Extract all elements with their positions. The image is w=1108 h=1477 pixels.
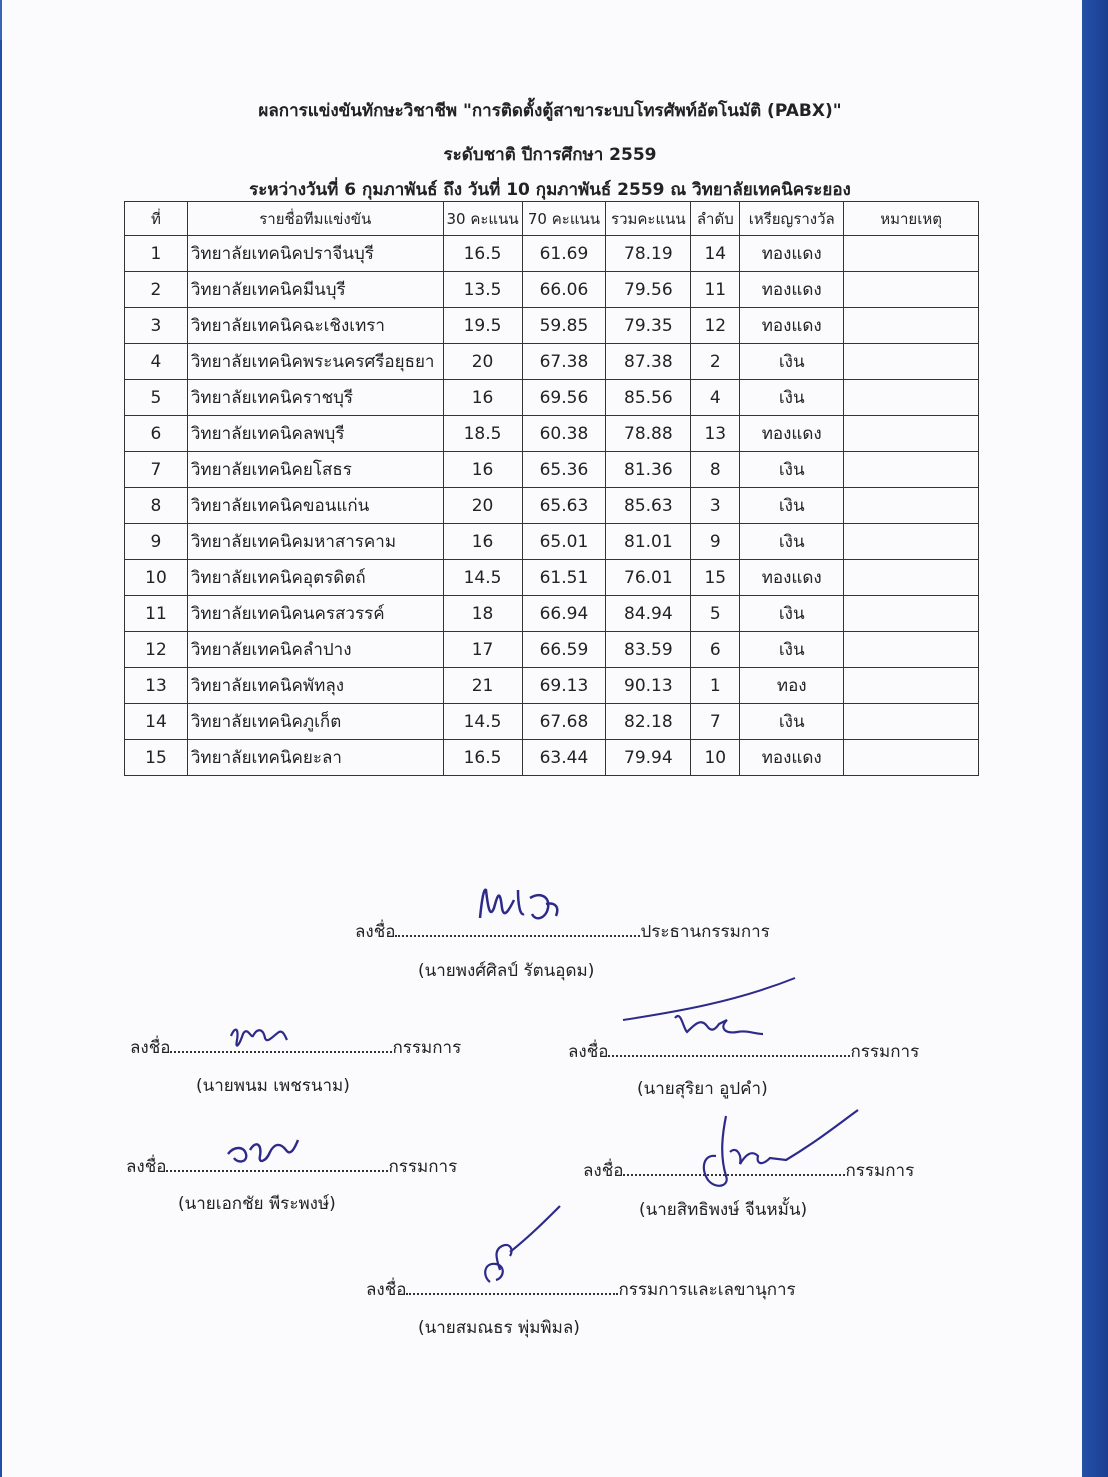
cell-medal: ทองแดง <box>740 740 844 776</box>
table-row <box>125 416 979 452</box>
signatory-name-secretary: (นายสมณธร พุ่มพิมล) <box>418 1318 580 1338</box>
cell-remark <box>844 272 979 308</box>
cell-medal: เงิน <box>740 380 844 416</box>
cell-no: 6 <box>125 416 188 452</box>
cell-medal: เงิน <box>740 344 844 380</box>
cell-team: วิทยาลัยเทคนิคนครสวรรค์ <box>187 596 443 632</box>
signature-line-secretary <box>366 1276 796 1303</box>
cell-remark <box>844 560 979 596</box>
cell-team: วิทยาลัยเทคนิคฉะเชิงเทรา <box>187 308 443 344</box>
cell-remark <box>844 236 979 272</box>
cell-total: 83.59 <box>606 632 691 668</box>
cell-no: 10 <box>125 560 188 596</box>
cell-rank: 10 <box>691 740 740 776</box>
cell-score30: 13.5 <box>443 272 522 308</box>
cell-medal: ทองแดง <box>740 272 844 308</box>
cell-score30: 16.5 <box>443 236 522 272</box>
cell-medal: เงิน <box>740 524 844 560</box>
cell-score30: 16 <box>443 452 522 488</box>
document-title: ผลการแข่งขันทักษะวิชาชีพ "การติดตั้งตู้สาขาระบบโทรศัพท์อัตโนมัติ (PABX)" <box>258 101 842 121</box>
cell-score70: 60.38 <box>522 416 606 452</box>
handwritten-signature-member1 <box>225 1018 295 1058</box>
cell-team: วิทยาลัยเทคนิคปราจีนบุรี <box>187 236 443 272</box>
cell-rank: 7 <box>691 704 740 740</box>
cell-remark <box>844 380 979 416</box>
table-row <box>125 704 979 740</box>
cell-total: 81.01 <box>606 524 691 560</box>
table-row <box>125 632 979 668</box>
column-header-total: รวมคะแนน <box>606 202 691 236</box>
cell-medal: เงิน <box>740 488 844 524</box>
column-header-no: ที่ <box>125 202 188 236</box>
signatory-name-member4: (นายสิทธิพงษ์ จีนหมั้น) <box>639 1200 808 1220</box>
signature-label: ลงชื่อ <box>366 1280 407 1300</box>
cell-score70: 66.59 <box>522 632 606 668</box>
cell-medal: เงิน <box>740 596 844 632</box>
cell-score70: 67.38 <box>522 344 606 380</box>
cell-medal: ทอง <box>740 668 844 704</box>
cell-score30: 18 <box>443 596 522 632</box>
cell-score30: 14.5 <box>443 704 522 740</box>
cell-medal: ทองแดง <box>740 416 844 452</box>
cell-team: วิทยาลัยเทคนิคพระนครศรีอยุธยา <box>187 344 443 380</box>
column-header-score30: 30 คะแนน <box>443 202 522 236</box>
cell-total: 81.36 <box>606 452 691 488</box>
cell-total: 78.19 <box>606 236 691 272</box>
table-row <box>125 596 979 632</box>
column-header-score70: 70 คะแนน <box>522 202 606 236</box>
signature-label: ลงชื่อ <box>568 1042 609 1062</box>
cell-remark <box>844 452 979 488</box>
cell-remark <box>844 416 979 452</box>
cell-score70: 66.06 <box>522 272 606 308</box>
signature-label: ลงชื่อ <box>130 1038 171 1058</box>
cell-total: 79.94 <box>606 740 691 776</box>
signatory-name-member2: (นายสุริยา อูปคำ) <box>637 1079 768 1099</box>
cell-medal: ทองแดง <box>740 308 844 344</box>
cell-rank: 15 <box>691 560 740 596</box>
handwritten-signature-chair <box>470 878 580 938</box>
cell-rank: 4 <box>691 380 740 416</box>
column-header-remark: หมายเหตุ <box>844 202 979 236</box>
signature-role: ประธานกรรมการ <box>640 922 770 942</box>
cell-medal: เงิน <box>740 632 844 668</box>
cell-total: 87.38 <box>606 344 691 380</box>
table-row <box>125 668 979 704</box>
table-row <box>125 524 979 560</box>
cell-no: 8 <box>125 488 188 524</box>
signatory-name-member1: (นายพนม เพชรนาม) <box>196 1076 350 1096</box>
cell-score30: 16 <box>443 380 522 416</box>
signature-role: กรรมการ <box>845 1161 915 1181</box>
cell-total: 84.94 <box>606 596 691 632</box>
handwritten-signature-member2 <box>615 972 805 1052</box>
cell-remark <box>844 668 979 704</box>
cell-team: วิทยาลัยเทคนิคขอนแก่น <box>187 488 443 524</box>
cell-team: วิทยาลัยเทคนิคลพบุรี <box>187 416 443 452</box>
column-header-medal: เหรียญรางวัล <box>740 202 844 236</box>
cell-score70: 63.44 <box>522 740 606 776</box>
cell-score70: 67.68 <box>522 704 606 740</box>
cell-no: 13 <box>125 668 188 704</box>
handwritten-signature-member3 <box>220 1132 310 1172</box>
table-row <box>125 272 979 308</box>
cell-remark <box>844 488 979 524</box>
cell-score70: 65.01 <box>522 524 606 560</box>
signatory-name-member3: (นายเอกชัย พีระพงษ์) <box>178 1194 336 1214</box>
cell-no: 11 <box>125 596 188 632</box>
cell-total: 76.01 <box>606 560 691 596</box>
cell-no: 12 <box>125 632 188 668</box>
cell-score30: 16 <box>443 524 522 560</box>
handwritten-signature-secretary <box>470 1200 570 1292</box>
cell-score30: 20 <box>443 344 522 380</box>
cell-total: 79.56 <box>606 272 691 308</box>
table-row <box>125 740 979 776</box>
cell-no: 3 <box>125 308 188 344</box>
cell-team: วิทยาลัยเทคนิคพัทลุง <box>187 668 443 704</box>
table-row <box>125 344 979 380</box>
cell-total: 85.63 <box>606 488 691 524</box>
cell-medal: เงิน <box>740 704 844 740</box>
cell-score70: 69.13 <box>522 668 606 704</box>
cell-rank: 1 <box>691 668 740 704</box>
cell-score70: 61.51 <box>522 560 606 596</box>
cell-medal: ทองแดง <box>740 560 844 596</box>
table-row <box>125 560 979 596</box>
results-table <box>124 201 979 776</box>
cell-score30: 20 <box>443 488 522 524</box>
cell-no: 9 <box>125 524 188 560</box>
cell-score30: 17 <box>443 632 522 668</box>
background-edge <box>1082 0 1108 1477</box>
signature-role: กรรมการ <box>392 1038 462 1058</box>
cell-score70: 66.94 <box>522 596 606 632</box>
document-subtitle: ระดับชาติ ปีการศึกษา 2559 <box>443 145 657 165</box>
table-row <box>125 308 979 344</box>
cell-team: วิทยาลัยเทคนิคภูเก็ต <box>187 704 443 740</box>
cell-rank: 14 <box>691 236 740 272</box>
cell-total: 85.56 <box>606 380 691 416</box>
cell-remark <box>844 596 979 632</box>
table-row <box>125 236 979 272</box>
cell-score70: 69.56 <box>522 380 606 416</box>
cell-team: วิทยาลัยเทคนิคยโสธร <box>187 452 443 488</box>
table-body <box>125 236 979 776</box>
cell-no: 4 <box>125 344 188 380</box>
cell-team: วิทยาลัยเทคนิคราชบุรี <box>187 380 443 416</box>
cell-no: 1 <box>125 236 188 272</box>
cell-total: 78.88 <box>606 416 691 452</box>
cell-rank: 5 <box>691 596 740 632</box>
signature-label: ลงชื่อ <box>355 922 396 942</box>
table-header-row <box>125 202 979 236</box>
cell-team: วิทยาลัยเทคนิคมหาสารคาม <box>187 524 443 560</box>
cell-score30: 14.5 <box>443 560 522 596</box>
cell-no: 15 <box>125 740 188 776</box>
cell-score30: 16.5 <box>443 740 522 776</box>
handwritten-signature-member4 <box>686 1106 866 1196</box>
cell-no: 14 <box>125 704 188 740</box>
cell-score30: 18.5 <box>443 416 522 452</box>
cell-remark <box>844 344 979 380</box>
signatory-name-chair: (นายพงศ์ศิลป์ รัตนอุดม) <box>418 961 595 981</box>
cell-rank: 12 <box>691 308 740 344</box>
cell-score70: 65.36 <box>522 452 606 488</box>
cell-team: วิทยาลัยเทคนิคลำปาง <box>187 632 443 668</box>
cell-total: 90.13 <box>606 668 691 704</box>
table-row <box>125 380 979 416</box>
cell-team: วิทยาลัยเทคนิคมีนบุรี <box>187 272 443 308</box>
signature-line-member1 <box>130 1034 461 1061</box>
cell-score70: 61.69 <box>522 236 606 272</box>
cell-rank: 6 <box>691 632 740 668</box>
signature-role: กรรมการ <box>850 1042 920 1062</box>
column-header-rank: ลำดับ <box>691 202 740 236</box>
cell-remark <box>844 308 979 344</box>
cell-score30: 19.5 <box>443 308 522 344</box>
column-header-team: รายชื่อทีมแข่งขัน <box>187 202 443 236</box>
signature-label: ลงชื่อ <box>126 1157 167 1177</box>
cell-remark <box>844 704 979 740</box>
cell-total: 79.35 <box>606 308 691 344</box>
cell-no: 7 <box>125 452 188 488</box>
cell-rank: 9 <box>691 524 740 560</box>
cell-rank: 8 <box>691 452 740 488</box>
table-row <box>125 488 979 524</box>
cell-no: 2 <box>125 272 188 308</box>
cell-total: 82.18 <box>606 704 691 740</box>
cell-rank: 3 <box>691 488 740 524</box>
cell-score70: 65.63 <box>522 488 606 524</box>
cell-rank: 11 <box>691 272 740 308</box>
cell-score70: 59.85 <box>522 308 606 344</box>
cell-no: 5 <box>125 380 188 416</box>
signature-role: กรรมการ <box>388 1157 458 1177</box>
cell-medal: ทองแดง <box>740 236 844 272</box>
table-row <box>125 452 979 488</box>
signature-role: กรรมการและเลขานุการ <box>618 1280 796 1300</box>
cell-remark <box>844 740 979 776</box>
cell-medal: เงิน <box>740 452 844 488</box>
cell-remark <box>844 632 979 668</box>
signature-label: ลงชื่อ <box>583 1161 624 1181</box>
cell-score30: 21 <box>443 668 522 704</box>
document-date-venue: ระหว่างวันที่ 6 กุมภาพันธ์ ถึง วันที่ 10 กุมภาพันธ์ 2559 ณ วิทยาลัยเทคนิคระยอง <box>249 180 851 200</box>
cell-rank: 13 <box>691 416 740 452</box>
cell-rank: 2 <box>691 344 740 380</box>
cell-team: วิทยาลัยเทคนิคอุตรดิตถ์ <box>187 560 443 596</box>
cell-team: วิทยาลัยเทคนิคยะลา <box>187 740 443 776</box>
cell-remark <box>844 524 979 560</box>
